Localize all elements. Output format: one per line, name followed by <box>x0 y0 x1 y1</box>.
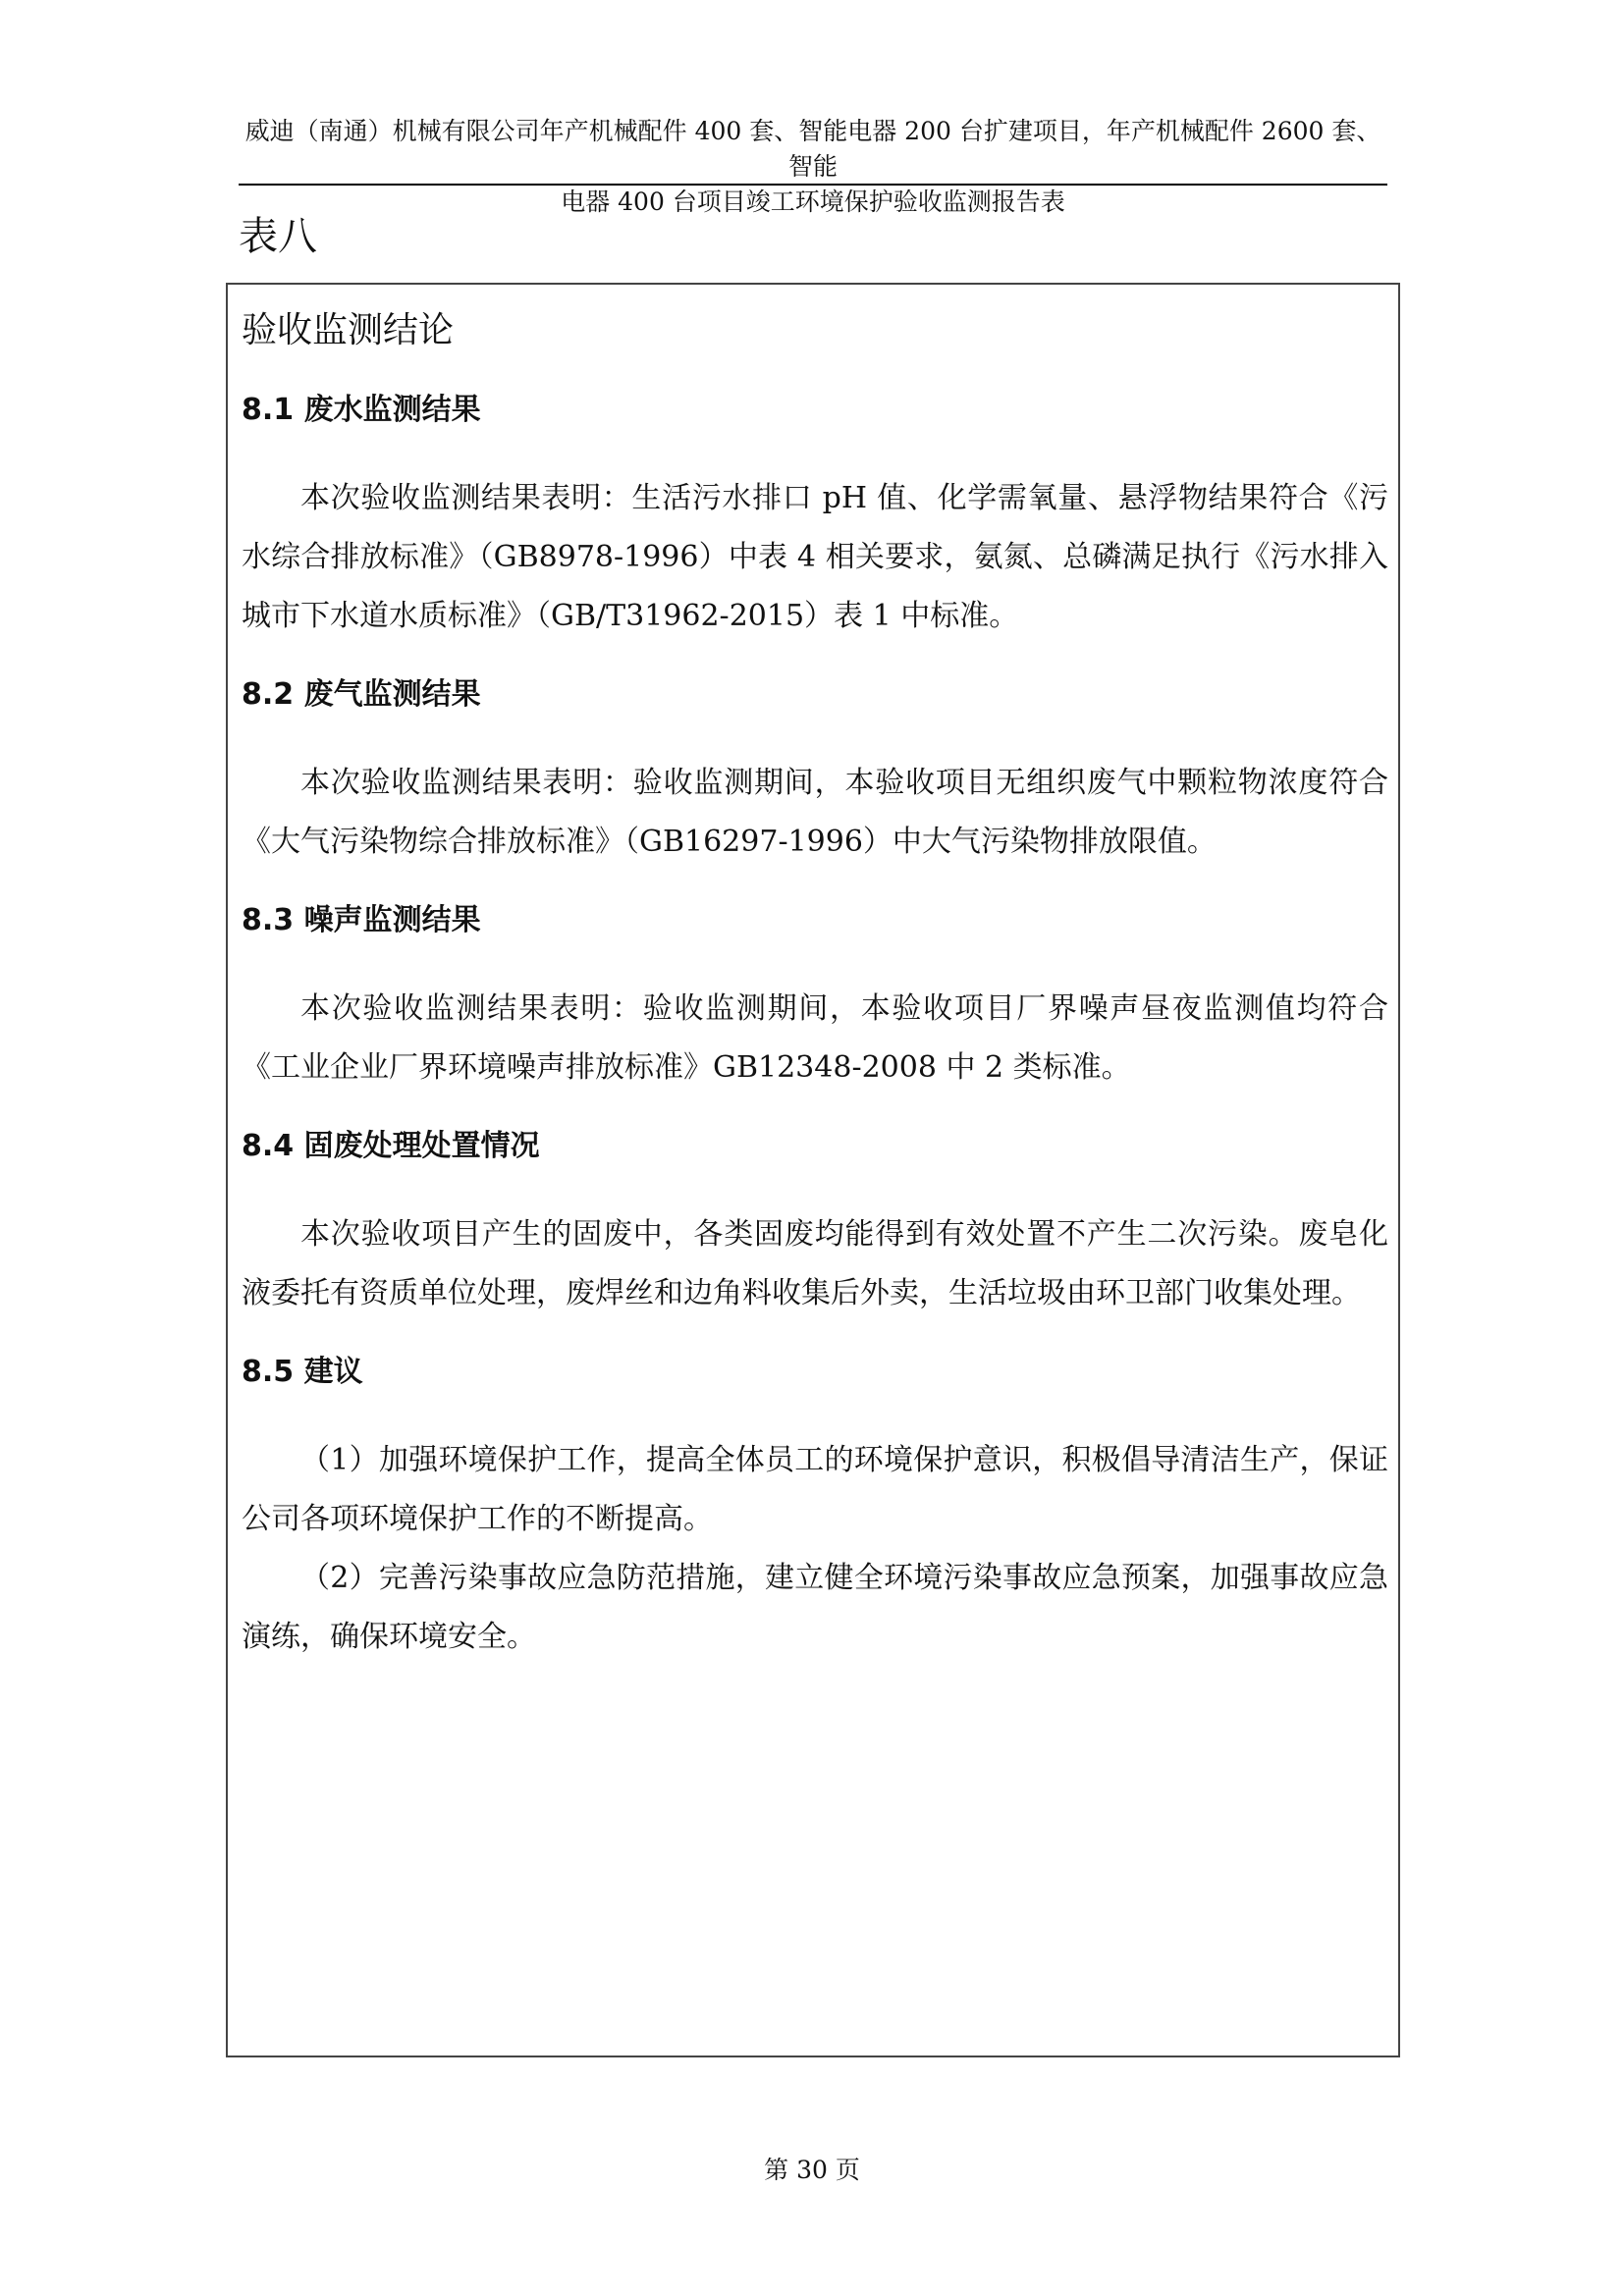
header-line-1: 威迪（南通）机械有限公司年产机械配件 400 套、智能电器 200 台扩建项目，年产机械配件 2600 套、智能 <box>244 117 1381 181</box>
table-label: 表八 <box>239 214 317 259</box>
paragraph-exhaust-gas: 本次验收监测结果表明：验收监测期间，本验收项目无组织废气中颗粒物浓度符合《大气污染物综合排放标准》（GB16297-1996）中大气污染物排放限值。 <box>242 766 1388 859</box>
heading-noise: 8.3 噪声监测结果 <box>242 903 481 937</box>
heading-suggestions: 8.5 建议 <box>242 1355 363 1389</box>
paragraph-noise: 本次验收监测结果表明：验收监测期间，本验收项目厂界噪声昼夜监测值均符合《工业企业厂界环境噪声排放标准》GB12348-2008 中 2 类标准。 <box>242 991 1388 1085</box>
box-title: 验收监测结论 <box>242 310 455 350</box>
heading-wastewater: 8.1 废水监测结果 <box>242 393 481 427</box>
header-divider <box>239 184 1387 186</box>
suggestion-item-1: （1）加强环境保护工作，提高全体员工的环境保护意识，积极倡导清洁生产，保证公司各项环境保护工作的不断提高。 <box>242 1443 1388 1536</box>
suggestion-item-2: （2）完善污染事故应急防范措施，建立健全环境污染事故应急预案，加强事故应急演练，确保环境安全。 <box>242 1561 1388 1654</box>
document-header <box>239 114 1387 220</box>
paragraph-wastewater: 本次验收监测结果表明：生活污水排口 pH 值、化学需氧量、悬浮物结果符合《污水综合排放标准》（GB8978-1996）中表 4 相关要求，氨氮、总磷满足执行《污水排入城市下水道水质标准》（GB/T31962-2015）表 1 中标准。 <box>242 481 1388 633</box>
paragraph-solid-waste: 本次验收项目产生的固废中，各类固废均能得到有效处置不产生二次污染。废皂化液委托有资质单位处理，废焊丝和边角料收集后外卖，生活垃圾由环卫部门收集处理。 <box>242 1217 1388 1310</box>
header-line-2: 电器 400 台项目竣工环境保护验收监测报告表 <box>561 187 1065 216</box>
page-number: 第 30 页 <box>764 2156 860 2184</box>
heading-exhaust-gas: 8.2 废气监测结果 <box>242 677 481 712</box>
heading-solid-waste: 8.4 固废处理处置情况 <box>242 1129 540 1163</box>
conclusion-content <box>242 285 1388 1667</box>
conclusion-box <box>226 283 1400 2057</box>
